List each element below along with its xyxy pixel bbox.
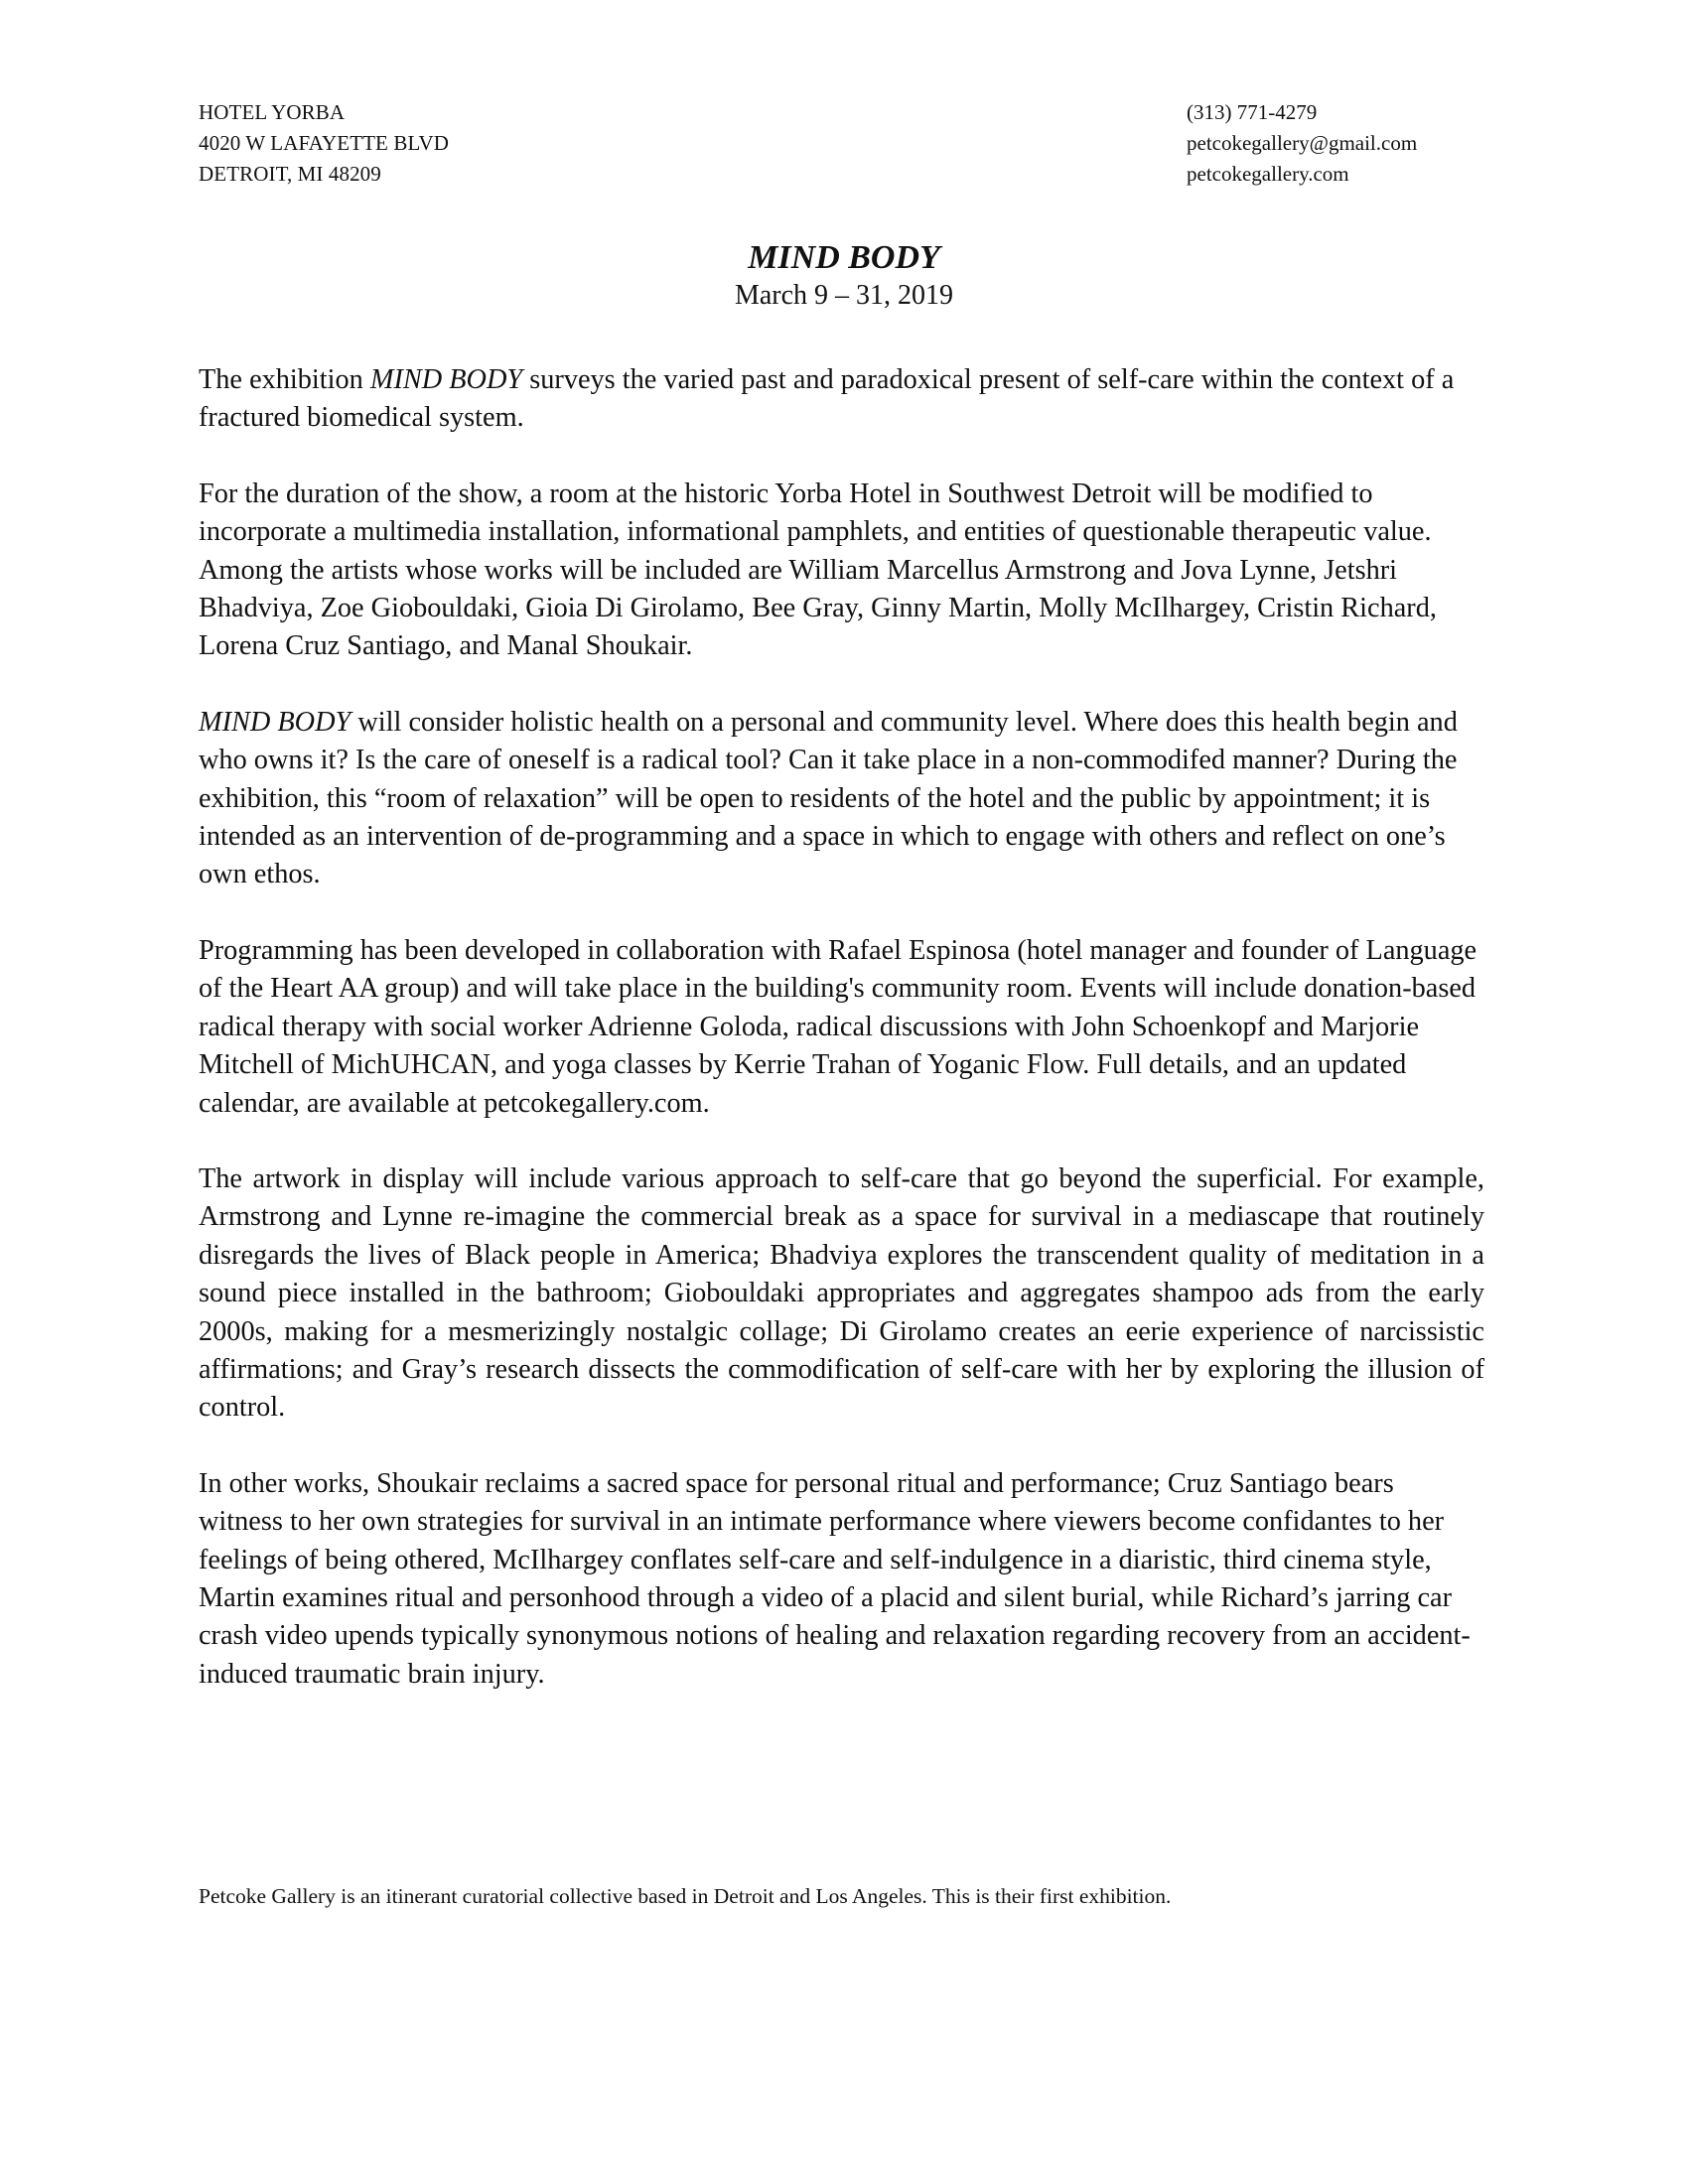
intro-text-end: surveys the varied past and paradoxical present of self-care within the context of a fractured biomedical system. [199, 364, 1455, 434]
gallery-contact-block [1187, 97, 1417, 190]
concept-exhibition-title: MIND BODY [199, 706, 352, 738]
paragraph-intro [199, 361, 1484, 438]
intro-text-start: The exhibition [199, 364, 370, 395]
exhibition-title: MIND BODY [748, 239, 940, 276]
paragraph-programming: Programming has been developed in collaboration with Rafael Espinosa (hotel manager and founder of Language of the Heart AA group) and will take place in the building's community room. Events will include donation-based radical therapy with social worker Adrienne Goloda, radical discussions with John Schoenkopf and Marjorie Mitchell of MichUHCAN, and yoga classes by Kerrie Trahan of Yoganic Flow. Full details, and an updated calendar, are available at petcokegallery.com. [199, 934, 1477, 1119]
gallery-address-block [199, 97, 449, 190]
gallery-about-note: Petcoke Gallery is an itinerant curatorial collective based in Detroit and Los Angeles. This is their first exhibition. [199, 1884, 1172, 1908]
paragraph-artworks: The artwork in display will include various approach to self-care that go beyond the superficial. For example, Armstrong and Lynne re-imagine the commercial break as a space for survival in a mediascape that routinely disregards the lives of Black people in America; Bhadviya explores the transcendent quality of meditation in a sound piece installed in the bathroom; Giobouldaki appropriates and aggregates shampoo ads from the early 2000s, making for a mesmerizingly nostalgic collage; Di Girolamo creates an eerie experience of narcissistic affirmations; and Gray’s research dissects the commodification of self-care with her by exploring the illusion of control. [199, 1162, 1484, 1424]
address-line-city: DETROIT, MI 48209 [199, 162, 381, 186]
exhibition-dates: March 9 – 31, 2019 [734, 280, 954, 311]
contact-website: petcokegallery.com [1187, 162, 1349, 186]
contact-email: petcokegallery@gmail.com [1187, 131, 1418, 155]
address-line-venue: HOTEL YORBA [199, 100, 346, 124]
intro-exhibition-title: MIND BODY [369, 364, 523, 395]
contact-phone: (313) 771-4279 [1187, 100, 1318, 124]
paragraph-artists: For the duration of the show, a room at the historic Yorba Hotel in Southwest Detroit will be modified to incorporate a multimedia installation, informational pamphlets, and entities of questionable therapeutic value. Among the artists whose works will be included are William Marcellus Armstrong and Jova Lynne, Jetshri Bhadviya, Zoe Giobouldaki, Gioia Di Girolamo, Bee Gray, Ginny Martin, Molly McIlhargey, Cristin Richard, Lorena Cruz Santiago, and Manal Shoukair. [199, 478, 1437, 662]
paragraph-concept [199, 704, 1484, 894]
exhibition-heading [0, 238, 1688, 314]
paragraph-other-works: In other works, Shoukair reclaims a sacred space for personal ritual and performance; Cruz Santiago bears witness to her own strategies for survival in an intimate performance where viewers become confidantes to her feelings of being othered, McIlhargey conflates self-care and self-indulgence in a diaristic, third cinema style, Martin examines ritual and personhood through a video of a placid and silent burial, while Richard’s jarring car crash video upends typically synonymous notions of healing and relaxation regarding recovery from an accident-induced traumatic brain injury. [199, 1467, 1471, 1690]
press-release-body [199, 361, 1484, 1731]
address-line-street: 4020 W LAFAYETTE BLVD [199, 131, 449, 155]
concept-text: will consider holistic health on a personal and community level. Where does this health begin and who owns it? Is the care of oneself is a radical tool? Can it take place in a non-commodifed manner? During the exhibition, this “room of relaxation” will be open to residents of the hotel and the public by appointment; it is intended as an intervention of de-programming and a space in which to engage with others and reflect on one’s own ethos. [199, 706, 1458, 890]
